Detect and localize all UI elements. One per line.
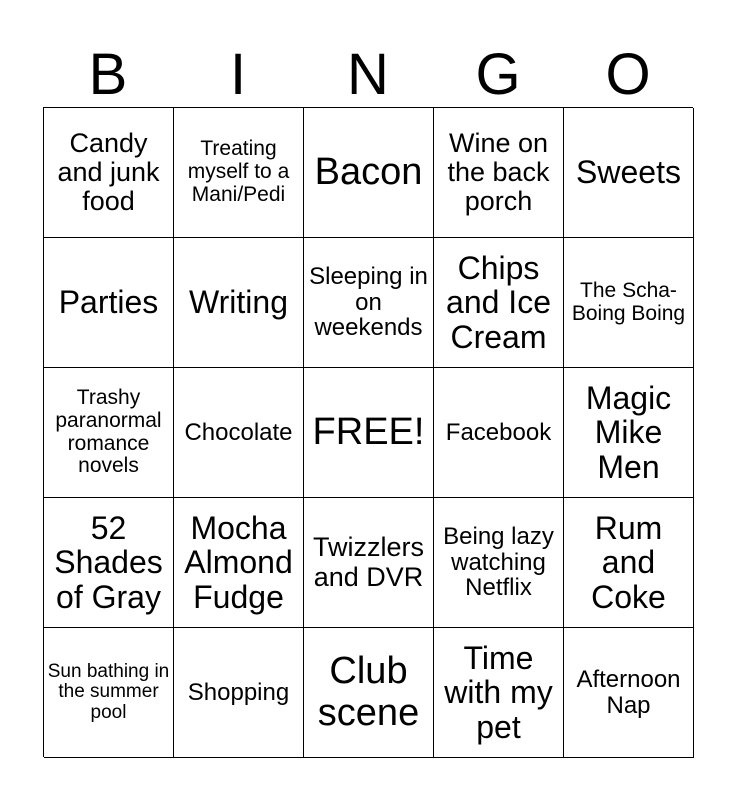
header-letter-o: O <box>605 42 651 107</box>
cell-text: Candy and junk food <box>57 127 160 217</box>
bingo-cell[interactable] <box>44 628 174 758</box>
bingo-cell[interactable] <box>174 498 304 628</box>
bingo-cell[interactable] <box>304 238 434 368</box>
cell-text: Facebook <box>445 418 552 446</box>
bingo-cell[interactable] <box>564 108 694 238</box>
cell-text: Afternoon Nap <box>576 665 681 719</box>
bingo-cell[interactable] <box>564 368 694 498</box>
bingo-header <box>43 42 693 108</box>
bingo-cell[interactable] <box>174 108 304 238</box>
cell-text: Rum and Coke <box>591 509 666 615</box>
cell-text: Sweets <box>576 154 681 191</box>
cell-text: Chocolate <box>184 418 293 446</box>
bingo-cell[interactable] <box>434 238 564 368</box>
bingo-cell[interactable] <box>304 498 434 628</box>
bingo-cell[interactable] <box>434 628 564 758</box>
cell-text: Time with my pet <box>444 639 553 745</box>
cell-text: Mocha Almond Fudge <box>184 509 293 615</box>
header-letter-n: N <box>347 42 389 107</box>
cell-text: Sun bathing in the summer pool <box>47 660 170 723</box>
cell-text: 52 Shades of Gray <box>54 509 163 615</box>
cell-text: Parties <box>58 284 159 321</box>
cell-text: FREE! <box>312 410 425 453</box>
cell-text: Being lazy watching Netflix <box>443 522 554 602</box>
bingo-cell[interactable] <box>44 368 174 498</box>
cell-text: Twizzlers and DVR <box>312 532 424 592</box>
bingo-cell[interactable] <box>564 628 694 758</box>
cell-text: Treating myself to a Mani/Pedi <box>187 137 290 206</box>
header-letter-g: G <box>475 42 521 107</box>
cell-text: Shopping <box>187 678 290 706</box>
bingo-cell[interactable] <box>174 368 304 498</box>
cell-text: Wine on the back porch <box>447 127 550 217</box>
cell-text: The Scha-Boing Boing <box>571 278 686 325</box>
header-letter-b: B <box>88 42 128 107</box>
bingo-cell[interactable] <box>174 238 304 368</box>
cell-text: Bacon <box>314 150 423 193</box>
bingo-cell[interactable] <box>304 628 434 758</box>
bingo-cell[interactable] <box>564 238 694 368</box>
bingo-cell[interactable] <box>304 108 434 238</box>
bingo-cell[interactable] <box>434 498 564 628</box>
free-space-cell[interactable] <box>304 368 434 498</box>
cell-text: Sleeping in on weekends <box>309 262 428 342</box>
cell-text: Chips and Ice Cream <box>446 249 551 355</box>
header-letter-i: I <box>229 42 247 107</box>
bingo-cell[interactable] <box>564 498 694 628</box>
bingo-cell[interactable] <box>434 368 564 498</box>
bingo-cell[interactable] <box>44 498 174 628</box>
bingo-cell[interactable] <box>174 628 304 758</box>
cell-text: Magic Mike Men <box>585 379 672 485</box>
bingo-cell[interactable] <box>44 238 174 368</box>
cell-text: Writing <box>189 284 288 321</box>
bingo-cell[interactable] <box>44 108 174 238</box>
bingo-board <box>43 107 693 757</box>
cell-text: Trashy paranormal romance novels <box>55 386 162 478</box>
bingo-cell[interactable] <box>434 108 564 238</box>
cell-text: Club scene <box>317 650 420 734</box>
